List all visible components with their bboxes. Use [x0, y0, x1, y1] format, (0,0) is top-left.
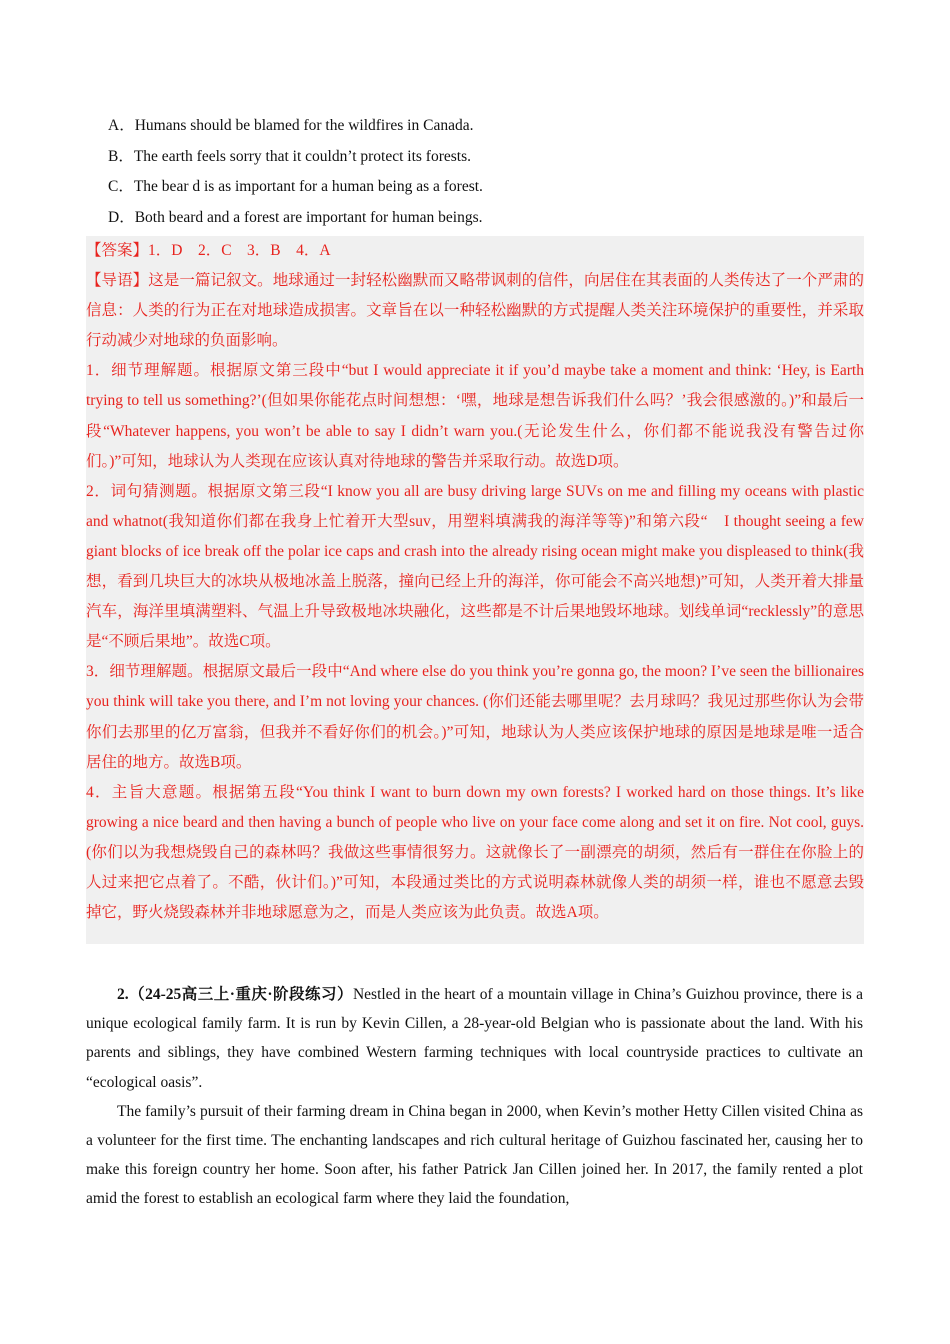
- answer-q3-explanation: 3．细节理解题。根据原文最后一段中“And where else do you think you’re gonna go, the moon? I’ve seen the billionaires you think will take you there, and I’m not loving your chances. (你们还能去哪里呢？去月球吗？我见过那些你认为会带你们去那里的亿万富翁，但我并不看好你们的机会。)”可知，地球认为人类应该保护地球的原因是地球是唯一适合居住的地方。故选B项。: [86, 663, 864, 771]
- option-b: B．The earth feels sorry that it couldn’t protect its forests.: [108, 147, 472, 165]
- passage-paragraph-2: The family’s pursuit of their farming dream in China began in 2000, when Kevin’s mother Hetty Cillen visited China as a volunteer for the first time. The enchanting landscapes and rich cultural heritage of Guizhou fascinated her, causing her to make this foreign country her home. Soon after, his father Patrick Jan Cillen joined her. In 2017, the family rented a plot amid the forest to establish an ecological farm where they laid the foundation,: [86, 1102, 863, 1208]
- answer-key: 【答案】1．D 2．C 3．B 4．A: [86, 242, 331, 259]
- passage-paragraph-1: [86, 980, 863, 1097]
- reading-passage: [86, 980, 863, 1214]
- option-c: C．The bear d is as important for a human being as a forest.: [108, 178, 483, 195]
- answer-explanation-box: [86, 236, 864, 944]
- answer-q1-explanation: 1．细节理解题。根据原文第三段中“but I would appreciate it if you’d maybe take a moment and think: ‘Hey, is Earth trying to tell us something?’(但如果你能花点时间想想：‘嘿，地球是想告诉我们什么吗？’我会很感激的。)”和最后一段“Whatever happens, you won’t be able to say I didn’t warn you.(无论发生什么，你们都不能说我没有警告过你们。)”可知，地球认为人类现在应该认真对待地球的警告并采取行动。故选D项。: [86, 362, 864, 470]
- passage-paragraph-1-text: Nestled in the heart of a mountain village in China’s Guizhou province, there is a unique ecological family farm. It is run by Kevin Cillen, a 28-year-old Belgian who is passionate about the land. With his parents and siblings, they have combined Western farming techniques with local countryside practices to cultivate an “ecological oasis”.: [86, 986, 863, 1091]
- answer-guide: 【导语】这是一篇记叙文。地球通过一封轻松幽默而又略带讽刺的信件，向居住在其表面的人类传达了一个严肃的信息：人类的行为正在对地球造成损害。文章旨在以一种轻松幽默的方式提醒人类关注环境保护的重要性，并采取行动减少对地球的负面影响。: [86, 272, 864, 350]
- answer-options: [108, 111, 868, 233]
- option-a: A．Humans should be blamed for the wildfires in Canada.: [108, 117, 474, 134]
- option-d: D．Both beard and a forest are important for human beings.: [108, 208, 483, 226]
- answer-q4-explanation: 4．主旨大意题。根据第五段“You think I want to burn down my own forests? I worked hard on those things. It’s like growing a nice beard and then having a bunch of people who live on your face come along and set it on fire. Not cool, guys.(你们以为我想烧毁自己的森林吗？我做这些事情很努力。这就像长了一副漂亮的胡须，然后有一群住在你脸上的人过来把它点着了。不酷，伙计们。)”可知，本段通过类比的方式说明森林就像人类的胡须一样，谁也不愿意去毁掉它，野火烧毁森林并非地球愿意为之，而是人类应该为此负责。故选A项。: [86, 783, 864, 922]
- passage-source: 2.（24-25高三上·重庆·阶段练习）: [117, 986, 353, 1003]
- answer-q2-explanation: 2．词句猜测题。根据原文第三段“I know you all are busy driving large SUVs on me and filling my oceans with plastic and whatnot(我知道你们都在我身上忙着开大型suv，用塑料填满我的海洋等等)”和第六段“ I thought seeing a few giant blocks of ice break off the polar ice caps and crash into the already rising ocean might make you displeased to think(我想，看到几块巨大的冰块从极地冰盖上脱落，撞向已经上升的海洋，你可能会不高兴地想)”可知，人类开着大排量汽车，海洋里填满塑料、气温上升导致极地冰块融化，这些都是不计后果地毁坏地球。划线单词“recklessly”的意思是“不顾后果地”。故选C项。: [86, 482, 864, 651]
